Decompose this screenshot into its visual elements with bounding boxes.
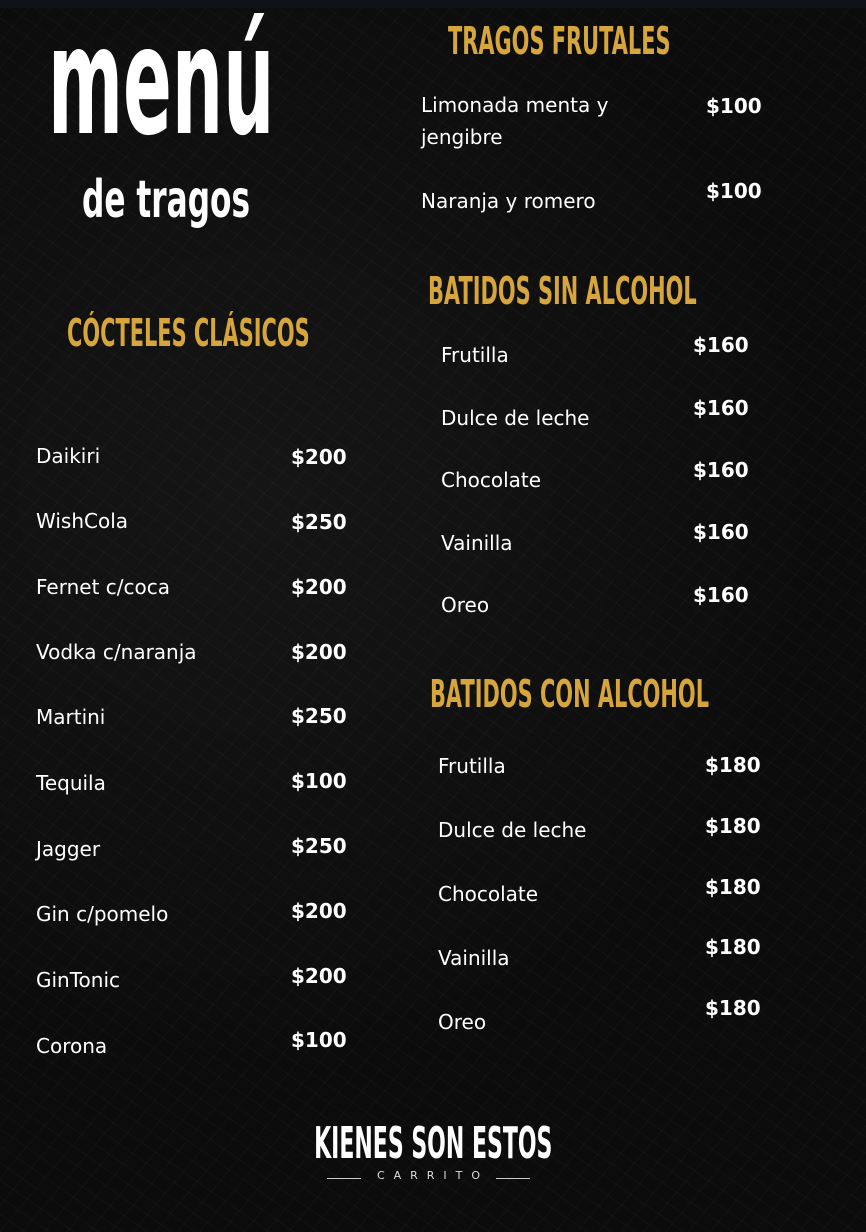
item-name: GinTonic <box>36 968 121 992</box>
item-name: Corona <box>36 1034 108 1058</box>
item-price: $250 <box>291 704 347 728</box>
item-price: $250 <box>291 834 347 858</box>
item-name: Daikiri <box>36 444 101 468</box>
item-name: Frutilla <box>438 754 506 778</box>
menu-title: menú <box>48 0 275 169</box>
divider-line <box>327 1178 361 1179</box>
heading-batidos-sin-alcohol: BATIDOS SIN ALCOHOL <box>428 269 697 313</box>
item-price: $180 <box>705 996 761 1020</box>
item-name: Oreo <box>441 593 490 617</box>
item-price: $100 <box>291 1028 347 1052</box>
item-price: $200 <box>291 445 347 469</box>
heading-tragos-frutales: TRAGOS FRUTALES <box>448 19 671 63</box>
heading-cocteles-clasicos: CÓCTELES CLÁSICOS <box>67 311 310 355</box>
item-name: Martini <box>36 705 106 729</box>
item-price: $180 <box>705 935 761 959</box>
item-name-cont: jengibre <box>421 125 503 149</box>
item-price: $160 <box>693 333 749 357</box>
item-name: Jagger <box>36 837 101 861</box>
item-price: $180 <box>705 814 761 838</box>
item-price: $160 <box>693 583 749 607</box>
item-price: $250 <box>291 510 347 534</box>
item-name: Chocolate <box>441 468 542 492</box>
item-price: $100 <box>291 769 347 793</box>
item-name: Fernet c/coca <box>36 575 170 599</box>
item-price: $100 <box>706 94 762 118</box>
item-price: $200 <box>291 640 347 664</box>
item-price: $160 <box>693 458 749 482</box>
item-name: Limonada menta y <box>421 93 609 117</box>
item-name: WishCola <box>36 509 129 533</box>
brand-tagline: CARRITO <box>376 1169 490 1182</box>
item-price: $180 <box>705 875 761 899</box>
item-name: Naranja y romero <box>421 189 596 213</box>
item-price: $160 <box>693 396 749 420</box>
item-price: $200 <box>291 964 347 988</box>
item-name: Dulce de leche <box>441 406 590 430</box>
item-name: Dulce de leche <box>438 818 587 842</box>
item-name: Gin c/pomelo <box>36 902 169 926</box>
item-price: $200 <box>291 899 347 923</box>
item-price: $180 <box>705 753 761 777</box>
divider-line <box>496 1178 530 1179</box>
item-name: Oreo <box>438 1010 487 1034</box>
item-name: Tequila <box>36 771 106 795</box>
menu-subtitle: de tragos <box>82 170 251 230</box>
item-name: Chocolate <box>438 882 539 906</box>
item-price: $160 <box>693 520 749 544</box>
item-name: Vainilla <box>438 946 510 970</box>
item-price: $200 <box>291 575 347 599</box>
item-name: Vodka c/naranja <box>36 640 197 664</box>
item-price: $100 <box>706 179 762 203</box>
heading-batidos-con-alcohol: BATIDOS CON ALCOHOL <box>430 672 710 716</box>
brand-logo: KIENES SON ESTOS <box>313 1118 553 1169</box>
item-name: Frutilla <box>441 343 509 367</box>
item-name: Vainilla <box>441 531 513 555</box>
